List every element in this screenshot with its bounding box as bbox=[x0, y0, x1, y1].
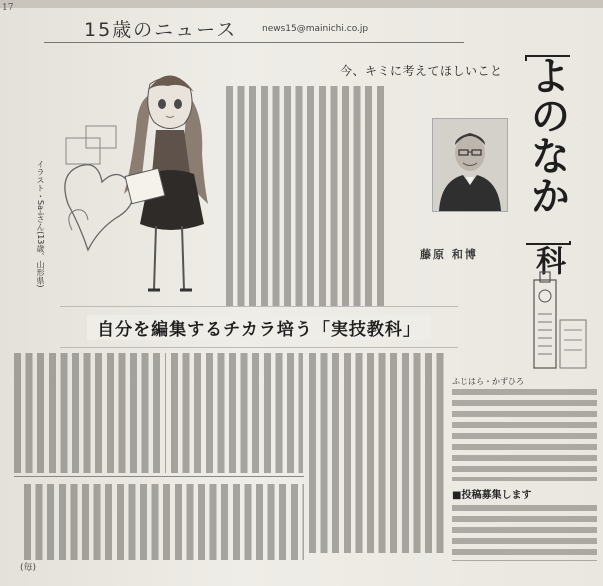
series-title: 15歳のニュース bbox=[84, 19, 238, 41]
author-photo-icon bbox=[433, 119, 507, 211]
article-body-lower-3 bbox=[309, 353, 445, 553]
column-subtitle: 今、キミに考えてほしいこと bbox=[340, 64, 503, 78]
masthead-strip bbox=[0, 0, 603, 8]
profile-text bbox=[452, 389, 597, 481]
illustration-credit: イラスト・Sa-iさん(13歳、山形県) bbox=[36, 160, 45, 288]
article-body-lower-4 bbox=[24, 484, 304, 560]
article-body-upper bbox=[226, 86, 384, 306]
author-profile bbox=[452, 376, 597, 486]
article-body-lower-1 bbox=[14, 353, 166, 473]
clock-tower-icon bbox=[510, 270, 590, 370]
headline-box bbox=[60, 306, 458, 348]
clock-tower-graphic bbox=[510, 270, 590, 370]
brand-sub-text: 科 bbox=[530, 245, 565, 275]
postbox-title: ■投稿募集します bbox=[452, 490, 532, 501]
author-name: 藤原 和博 bbox=[420, 248, 478, 261]
series-header bbox=[44, 12, 464, 43]
profile-lead: ふじはら・かずひろ bbox=[452, 377, 524, 386]
page-number: 17 bbox=[2, 3, 14, 13]
column-divider bbox=[14, 476, 304, 477]
author-sidebar bbox=[452, 376, 597, 576]
illustration bbox=[58, 54, 216, 300]
postbox-text bbox=[452, 505, 597, 561]
article-end-mark: (毎) bbox=[20, 563, 37, 573]
series-email[interactable]: news15@mainichi.co.jp bbox=[262, 24, 369, 34]
author-photo bbox=[432, 118, 508, 212]
brand-main-text: よのなか bbox=[524, 55, 570, 215]
article-body-lower-2 bbox=[171, 353, 303, 473]
main-headline: 自分を編集するチカラ培う「実技教科」 bbox=[87, 315, 431, 340]
manga-girl-illustration-icon bbox=[58, 54, 216, 300]
